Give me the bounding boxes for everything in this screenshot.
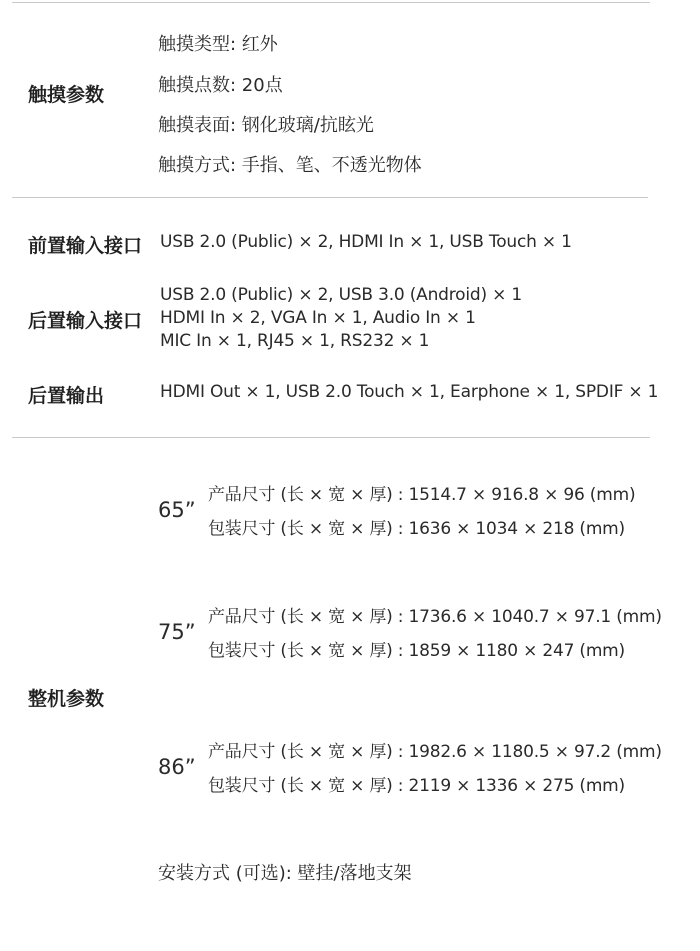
- touch-method-line: 触摸方式: 手指、笔、不透光物体: [158, 155, 422, 176]
- rear-output-value: HDMI Out × 1, USB 2.0 Touch × 1, Earphone × 1, SPDIF × 1: [160, 382, 659, 402]
- machine-section-label: 整机参数: [28, 688, 105, 710]
- rear-output-label: 后置输出: [28, 385, 105, 407]
- front-input-value: USB 2.0 (Public) × 2, HDMI In × 1, USB Touch × 1: [160, 232, 572, 252]
- rear-input-line-2: HDMI In × 2, VGA In × 1, Audio In × 1: [160, 308, 476, 328]
- model-65-package-size: 包装尺寸 (长 × 宽 × 厚) : 1636 × 1034 × 218 (mm): [208, 519, 625, 539]
- model-86-package-size: 包装尺寸 (长 × 宽 × 厚) : 2119 × 1336 × 275 (mm): [208, 776, 625, 796]
- model-65-size: 65”: [158, 498, 196, 522]
- install-method: 安装方式 (可选): 壁挂/落地支架: [158, 863, 412, 884]
- model-86-size: 86”: [158, 755, 196, 779]
- touch-type-line: 触摸类型: 红外: [158, 34, 278, 55]
- model-75-size: 75”: [158, 620, 196, 644]
- rear-input-line-3: MIC In × 1, RJ45 × 1, RS232 × 1: [160, 331, 430, 351]
- touch-section-label: 触摸参数: [28, 84, 105, 106]
- model-86-product-size: 产品尺寸 (长 × 宽 × 厚) : 1982.6 × 1180.5 × 97.2 (mm): [208, 742, 662, 762]
- top-divider: [12, 2, 650, 3]
- touch-surface-line: 触摸表面: 钢化玻璃/抗眩光: [158, 115, 374, 136]
- rear-input-line-1: USB 2.0 (Public) × 2, USB 3.0 (Android) × 1: [160, 285, 522, 305]
- touch-points-line: 触摸点数: 20点: [158, 75, 283, 96]
- front-input-label: 前置输入接口: [28, 235, 143, 257]
- model-65-product-size: 产品尺寸 (长 × 宽 × 厚) : 1514.7 × 916.8 × 96 (mm): [208, 485, 636, 505]
- divider-after-touch: [12, 197, 648, 198]
- model-75-product-size: 产品尺寸 (长 × 宽 × 厚) : 1736.6 × 1040.7 × 97.1 (mm): [208, 607, 662, 627]
- rear-input-values: [160, 284, 522, 353]
- model-75-package-size: 包装尺寸 (长 × 宽 × 厚) : 1859 × 1180 × 247 (mm): [208, 641, 625, 661]
- divider-after-io: [12, 437, 650, 438]
- rear-input-label: 后置输入接口: [28, 310, 143, 332]
